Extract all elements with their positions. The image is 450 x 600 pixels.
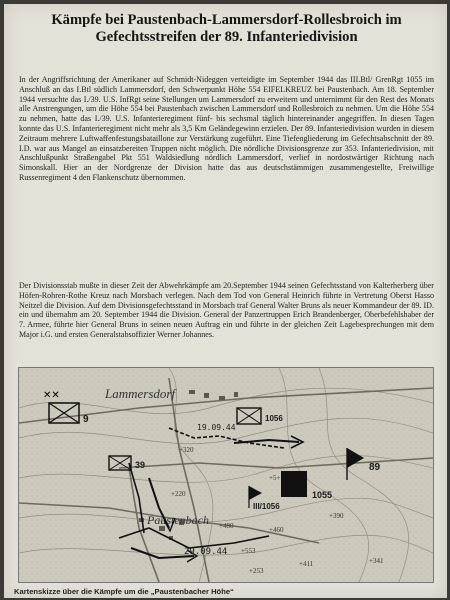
- height-label: +411: [299, 560, 314, 568]
- unit-label-9: 9: [83, 414, 89, 425]
- map-sketch: [18, 367, 434, 583]
- unit-label-39: 39: [135, 460, 146, 470]
- height-label: +341: [369, 557, 384, 565]
- height-label: +320: [179, 446, 194, 454]
- document-title: [14, 12, 439, 46]
- height-label: +220: [171, 490, 186, 498]
- unit-label-89: 89: [369, 462, 381, 473]
- town-label-lammersdorf: Lammersdorf: [105, 386, 176, 401]
- unit-label-iii-1056: III/1056: [253, 502, 280, 511]
- height-label: +480: [219, 522, 234, 530]
- map-caption: Kartenskizze über die Kämpfe um die „Paustenbacher Höhe“: [14, 587, 234, 596]
- height-label: +553: [241, 547, 256, 555]
- height-label: +5+: [269, 474, 281, 482]
- unit-label-1055: 1055: [312, 490, 333, 500]
- paragraph-2: Der Divisionsstab mußte in dieser Zeit der Abwehrkämpfe am 20.September 1944 seinen Gefechtsstand von Kalterherberg über Höfen-Rohren-Rothe Kreuz nach Morsbach verlegen. Nach dem Tod von General Heinrich führte in Vertretung Oberst Hasso Neitzel die Division. Auf dem Divisionsgefechtsstand in Morsbach traf General Walter Bruns als neuer Kommandeur der 89. ID. ein und übernahm am 20. September 1944 die Division. General der Panzertruppen Erich Brandenberger, Oberbefehlshaber der 7. Armee, führte hier General Bruns in seinen neuen Auftrag ein und führte in der gleichen Zeit Lagebesprechungen mit dem Major i.G. und ersten Generalstabsoffizier Werner Johannes.: [19, 281, 434, 339]
- unit-label-1056: 1056: [265, 414, 283, 423]
- map-date-label-2: 29.09.44: [184, 547, 228, 557]
- height-label: +253: [249, 567, 264, 575]
- paragraph-1: In der Angriffsrichtung der Amerikaner auf Schmidt-Nideggen verteidigte im September 1944 das III.Btl/ GrenRgt 1055 im Anschluß an das I.Btl südlich Lammersdorf, den Schwerpunkt Höhe 554 EIFELKREUZ bei Paustenbach. Am 18. September 1944 versuchte das I./39. U.S. InfRgt seine Stellungen um Lammersdorf zu erweitern und unternimmt für den Rest des Monats alle Anstrengungen, um die Höhe 554 bei Paustenbach zwischen Lammersdorf und Rollesbroich zu nehmen. Um die Höhe 554 zu nehmen, hatte das I./39. U.S. Infanterieregiment fünf- bis sechsmal täglich hintereinander angegriffen. In diesen Tagen konnte das U.S. Infanterieregiment nicht mehr als 3,5 Km Geländegewinn erzielen. Der 89. Infanteriedivision wurden in diesem Zeitraum mehrere Luftwaffenfestungsbataillone zur Verstärkung zugeführt. Eine Tiefengliederung im Gefechtsabschnitt der 89. I.D. war aus Mangel an einsatzbereiten Truppen nicht möglich. Die nördliche Divisionsgrenze zur 353. Infanteriedivision, mit Anschlußpunkt Straßengabel Pkt 551 Waldsiedlung nördlich Lammersdorf, verlief in nordostwärtiger Richtung nach Simonskall. Hier an der Nordgrenze der Division hatte das aus deutschstämmigen zusammengestellte, Freiwillige Russenregiment 4 den Flankenschutz übernommen.: [19, 75, 434, 182]
- map-date-label-1: 19.09.44: [197, 423, 236, 432]
- title-line-2: Gefechtsstreifen der 89. Infanteriedivision: [95, 29, 358, 45]
- title-line-1: Kämpfe bei Paustenbach-Lammersdorf-Rollesbroich im: [51, 12, 402, 28]
- map-svg: [19, 368, 433, 582]
- document-page: [4, 4, 447, 598]
- town-label-paustenbach: Paustenbach: [147, 513, 209, 527]
- height-label: +460: [269, 526, 284, 534]
- svg-text:✕✕: ✕✕: [43, 390, 60, 401]
- height-label: +390: [329, 512, 344, 520]
